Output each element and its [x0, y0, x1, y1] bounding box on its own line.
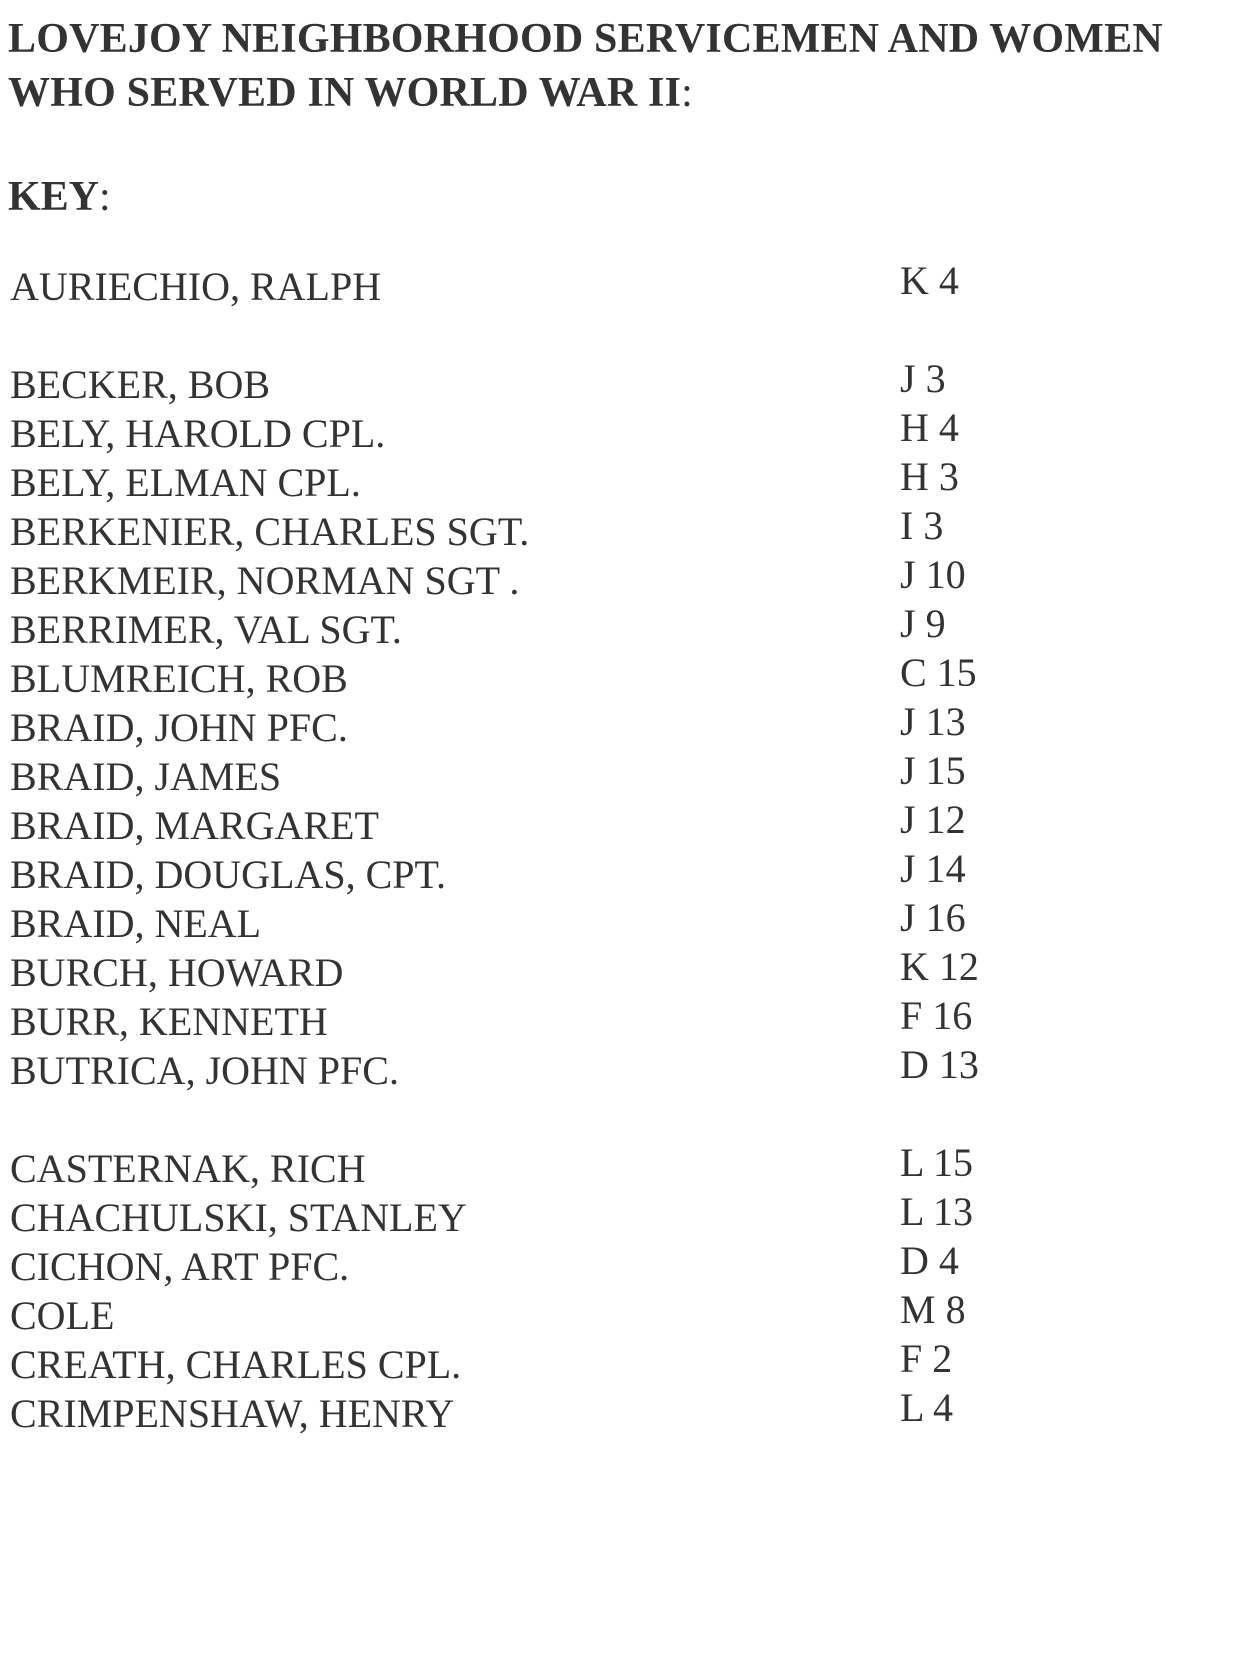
title-colon: :	[681, 70, 694, 116]
roster-entry	[0, 1385, 1256, 1439]
entry-name: CRIMPENSHAW, HENRY	[10, 1391, 455, 1436]
entry-name: BRAID, JOHN PFC.	[10, 705, 348, 750]
entry-name: COLE	[10, 1293, 115, 1338]
entry-location: L 15	[900, 1140, 973, 1185]
entry-name: BERRIMER, VAL SGT.	[10, 607, 402, 652]
entry-location: D 4	[900, 1238, 959, 1283]
entry-name: BRAID, MARGARET	[10, 803, 379, 848]
entry-location: I 3	[900, 503, 944, 548]
entry-location: J 9	[900, 601, 946, 646]
entry-name: BERKMEIR, NORMAN SGT .	[10, 558, 520, 603]
entry-name: BELY, ELMAN CPL.	[10, 460, 361, 505]
entry-location: J 10	[900, 552, 966, 597]
roster-entry	[0, 748, 1256, 802]
roster-entry	[0, 356, 1256, 410]
entry-name: BERKENIER, CHARLES SGT.	[10, 509, 530, 554]
roster-entry	[0, 1189, 1256, 1243]
entry-name: BRAID, JAMES	[10, 754, 282, 799]
entry-location: J 16	[900, 895, 966, 940]
entry-name: BUTRICA, JOHN PFC.	[10, 1048, 399, 1093]
entry-location: J 12	[900, 797, 966, 842]
entry-name: BRAID, DOUGLAS, CPT.	[10, 852, 446, 897]
entry-name: BELY, HAROLD CPL.	[10, 411, 386, 456]
entry-location: K 4	[900, 258, 959, 303]
entry-location: K 12	[900, 944, 979, 989]
entry-name: AURIECHIO, RALPH	[10, 264, 382, 309]
roster-entry	[0, 650, 1256, 704]
roster-entry	[0, 993, 1256, 1047]
entry-name: BURR, KENNETH	[10, 999, 328, 1044]
key-label: KEY	[8, 174, 100, 220]
roster-entry	[0, 797, 1256, 851]
title-line-1: LOVEJOY NEIGHBORHOOD SERVICEMEN AND WOMEN	[8, 16, 1163, 62]
entry-name: CHACHULSKI, STANLEY	[10, 1195, 467, 1240]
roster-entry	[0, 258, 1256, 312]
roster-entry	[0, 503, 1256, 557]
roster-entry	[0, 1238, 1256, 1292]
entry-name: CICHON, ART PFC.	[10, 1244, 350, 1289]
title-line-2-text: WHO SERVED IN WORLD WAR II	[8, 70, 682, 116]
roster-entry	[0, 1336, 1256, 1390]
roster-entry	[0, 552, 1256, 606]
entry-location: H 3	[900, 454, 959, 499]
entry-location: M 8	[900, 1287, 966, 1332]
roster-entry	[0, 1287, 1256, 1341]
entry-location: H 4	[900, 405, 959, 450]
entry-location: F 16	[900, 993, 973, 1038]
entry-location: L 4	[900, 1385, 953, 1430]
roster-entry	[0, 699, 1256, 753]
entry-location: J 15	[900, 748, 966, 793]
entry-location: J 13	[900, 699, 966, 744]
roster-entry	[0, 1140, 1256, 1194]
roster-entry	[0, 601, 1256, 655]
roster-entry	[0, 944, 1256, 998]
entry-location: D 13	[900, 1042, 979, 1087]
entry-location: C 15	[900, 650, 977, 695]
key-colon: :	[99, 174, 111, 220]
entry-name: CASTERNAK, RICH	[10, 1146, 366, 1191]
entry-name: BURCH, HOWARD	[10, 950, 344, 995]
entry-location: F 2	[900, 1336, 953, 1381]
roster-entry	[0, 1042, 1256, 1096]
entry-location: J 3	[900, 356, 946, 401]
entry-name: BECKER, BOB	[10, 362, 271, 407]
entry-name: BRAID, NEAL	[10, 901, 262, 946]
entry-location: J 14	[900, 846, 966, 891]
roster-entry	[0, 405, 1256, 459]
entry-name: CREATH, CHARLES CPL.	[10, 1342, 462, 1387]
roster-entry	[0, 895, 1256, 949]
entry-location: L 13	[900, 1189, 973, 1234]
entry-name: BLUMREICH, ROB	[10, 656, 348, 701]
roster-entry	[0, 454, 1256, 508]
roster-entry	[0, 846, 1256, 900]
